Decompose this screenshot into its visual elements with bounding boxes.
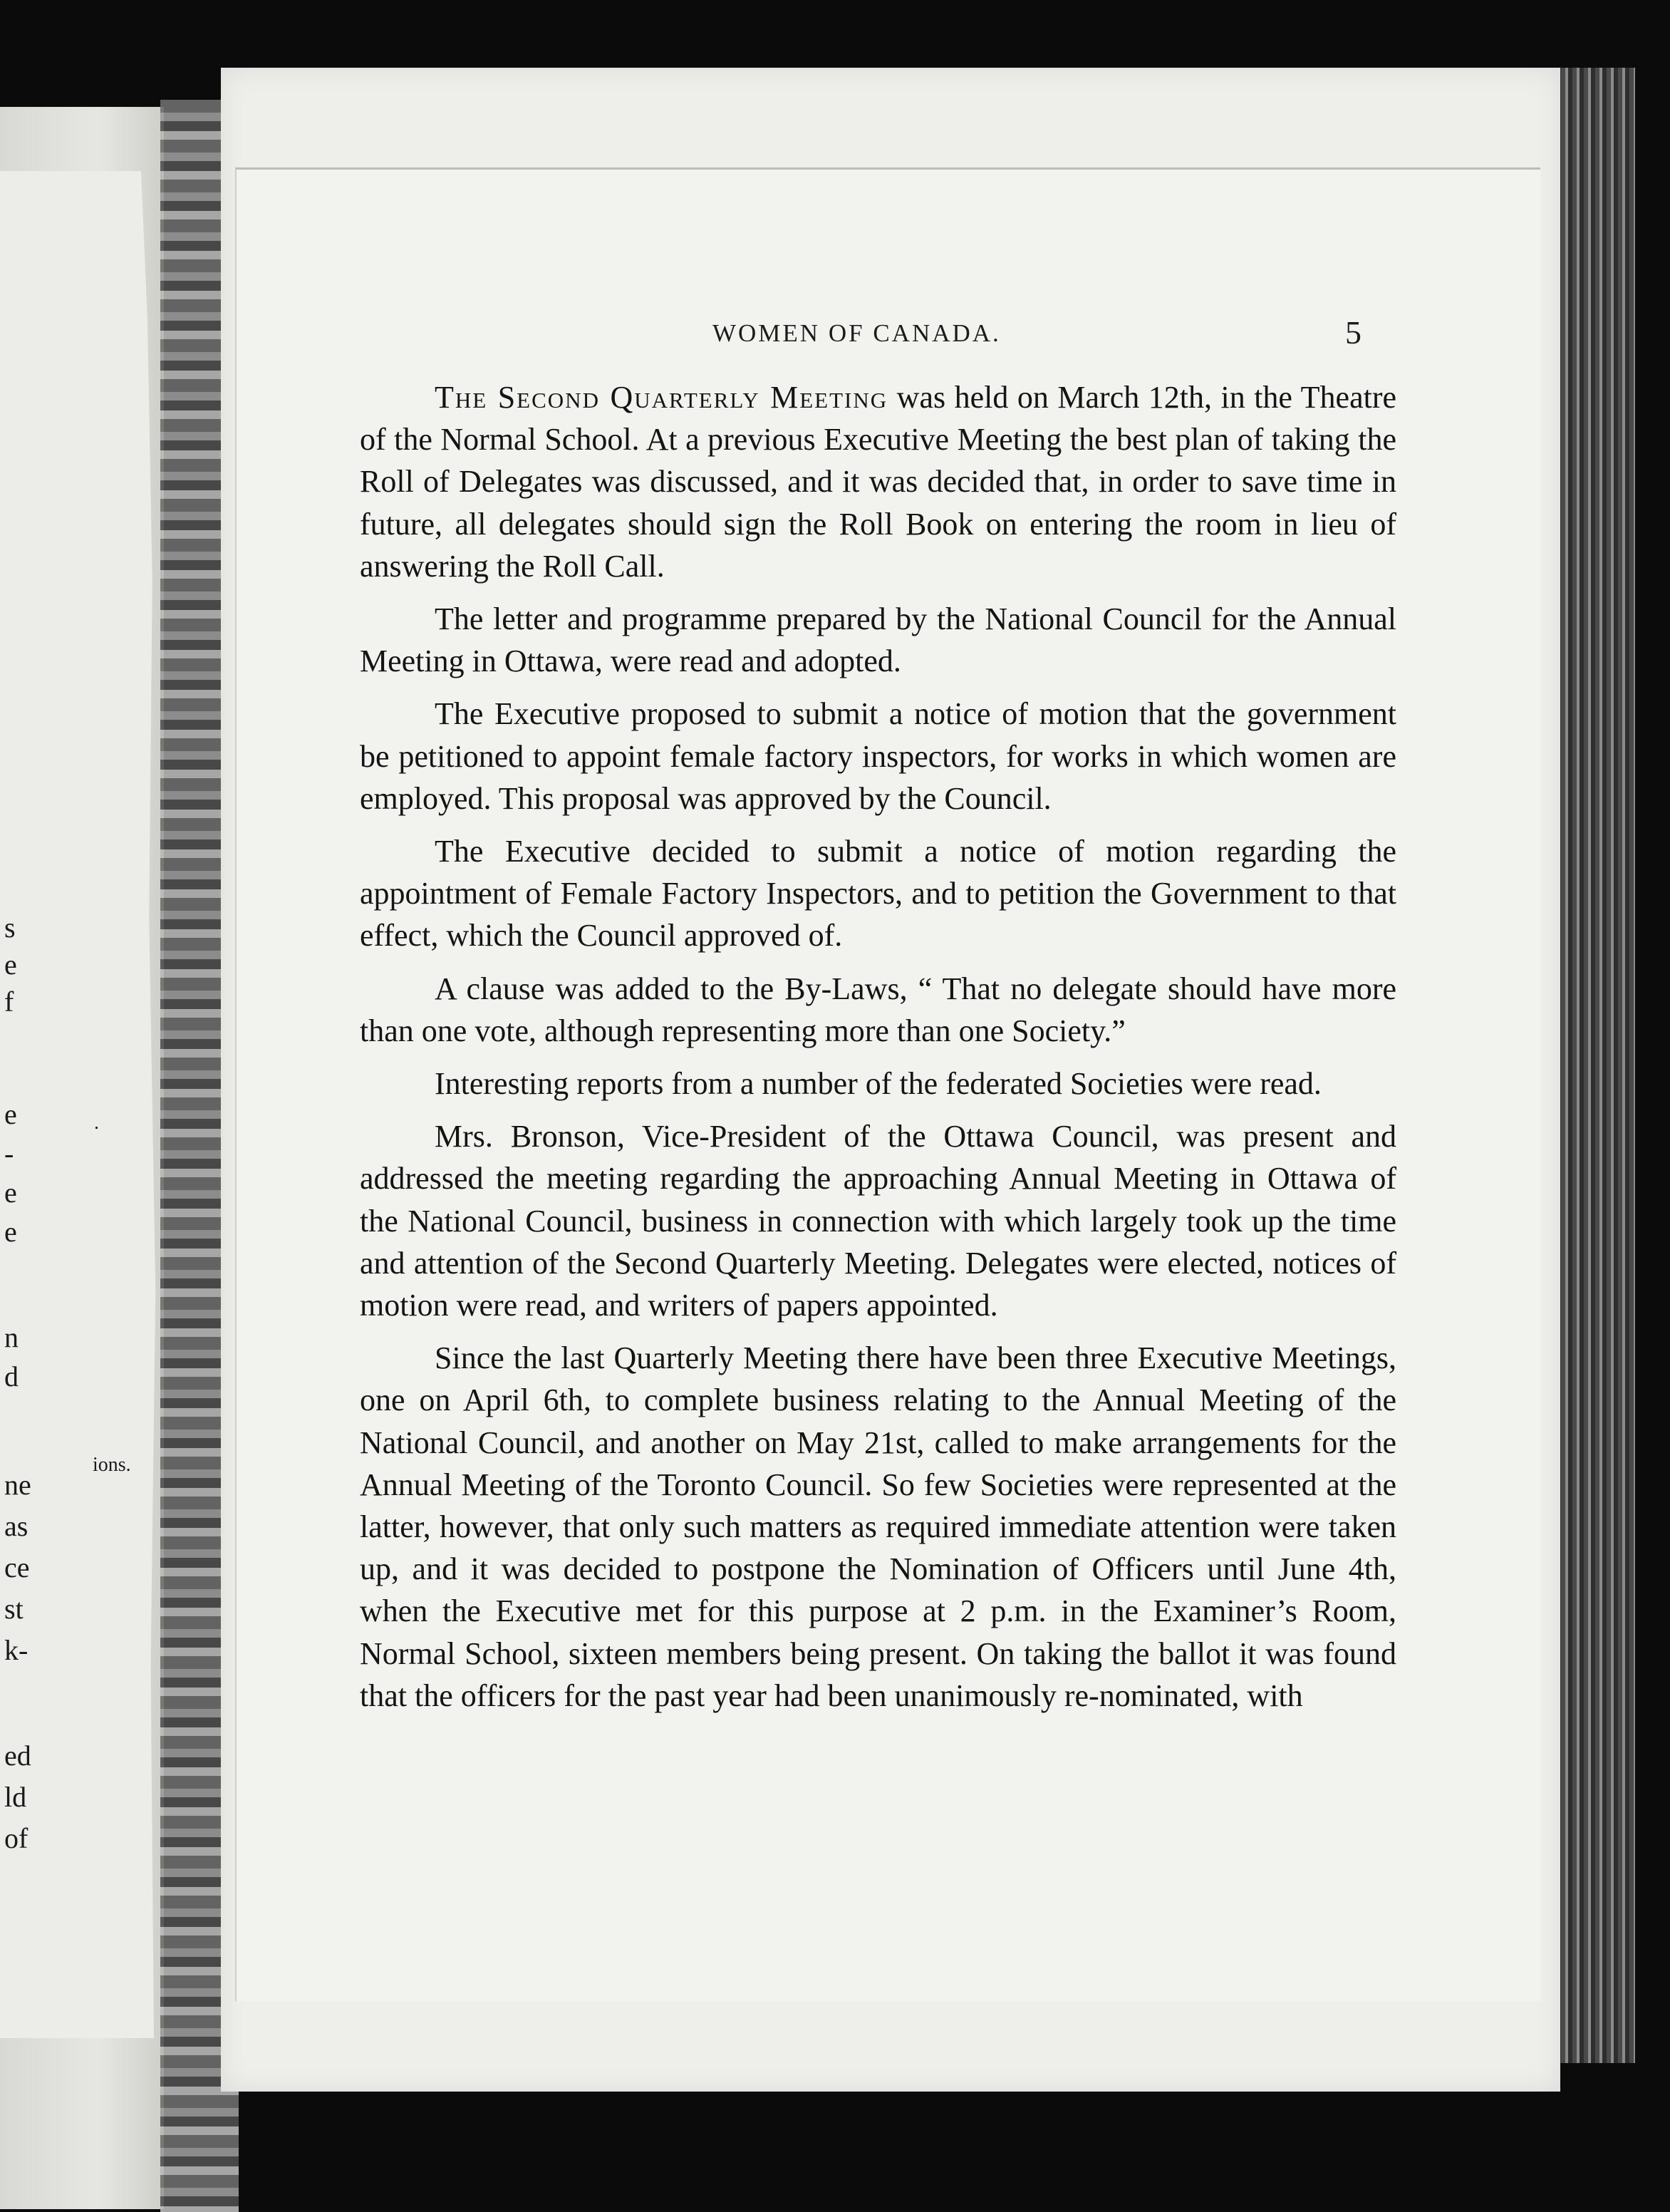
paragraph: The Executive proposed to submit a notice of motion that the government be petitioned to appoint female factory inspectors, for works in which women are employed. This proposal was approved by the Council. <box>360 696 1396 816</box>
page-stack-edge <box>1550 68 1635 2063</box>
paragraph: A clause was added to the By-Laws, “ That no delegate should have more than one vote, although representing more than one Society.” <box>360 971 1396 1048</box>
margin-fragment: f <box>4 986 14 1018</box>
margin-fragment: of <box>4 1822 28 1854</box>
margin-fragment: ld <box>4 1781 27 1813</box>
margin-fragment: ne <box>4 1469 31 1501</box>
paragraph: Mrs. Bronson, Vice-President of the Ottawa Council, was present and addressed the meeting regarding the approaching Annual Meeting in Ottawa of the National Council, business in connection with which largely took up the time and attention of the Second Quarterly Meeting. Delegates were elected, notices of motion were read, and writers of papers appointed. <box>360 1119 1396 1323</box>
margin-fragment: ed <box>4 1740 31 1772</box>
margin-fragment: ions. <box>93 1454 131 1476</box>
margin-fragment: e <box>4 949 17 981</box>
paragraph: The Executive decided to submit a notice of motion regarding the appointment of Female Factory Inspectors, and to petition the Government to that effect, which the Council approved of. <box>360 834 1396 953</box>
paragraph: Interesting reports from a number of the federated Societies were read. <box>435 1066 1322 1102</box>
margin-fragment: e <box>4 1098 17 1130</box>
body-text <box>360 376 1396 1727</box>
margin-fragment: s <box>4 911 16 944</box>
page-number: 5 <box>1345 314 1362 351</box>
running-head: WOMEN OF CANADA. <box>712 319 1001 347</box>
paragraph-lead-small-caps: The Second Quarterly Meeting <box>435 380 888 415</box>
margin-fragment: e <box>4 1216 17 1248</box>
margin-fragment: . <box>94 1112 99 1134</box>
margin-fragment: k- <box>4 1634 28 1666</box>
paragraph: The letter and programme prepared by the National Council for the Annual Meeting in Ottawa, were read and adopted. <box>360 601 1396 679</box>
margin-fragment: as <box>4 1510 28 1542</box>
margin-fragment: d <box>4 1360 19 1392</box>
margin-fragment: st <box>4 1593 24 1625</box>
margin-fragment: ce <box>4 1551 30 1583</box>
paragraph: Since the last Quarterly Meeting there have been three Executive Meetings, one on April 6th, to complete business relating to the Annual Meeting of the National Council, and another on May 21st, called to make arrangements for the Annual Meeting of the Toronto Council. So few Societies were represented at the latter, however, that only such matters as required immediate attention were taken up, and it was decided to postpone the Nomination of Officers until June 4th, when the Executive met for this purpose at 2 p.m. in the Examiner’s Room, Normal School, sixteen members being present. On taking the ballot it was found that the officers for the past year had been unanimously re-nominated, with <box>360 1340 1396 1713</box>
margin-fragment: e <box>4 1177 17 1209</box>
paragraph-text: was held on March 12th, in the Theatre of the Normal School. At a previous Executive Meeting the best plan of taking the Roll of Delegates was discussed, and it was decided that, in order to save time in future, all delegates should sign the Roll Book on entering the room in lieu of answering the Roll Call. <box>360 380 1397 584</box>
margin-fragment: - <box>4 1137 14 1169</box>
paragraph <box>360 376 1396 587</box>
margin-fragment: n <box>4 1321 19 1353</box>
